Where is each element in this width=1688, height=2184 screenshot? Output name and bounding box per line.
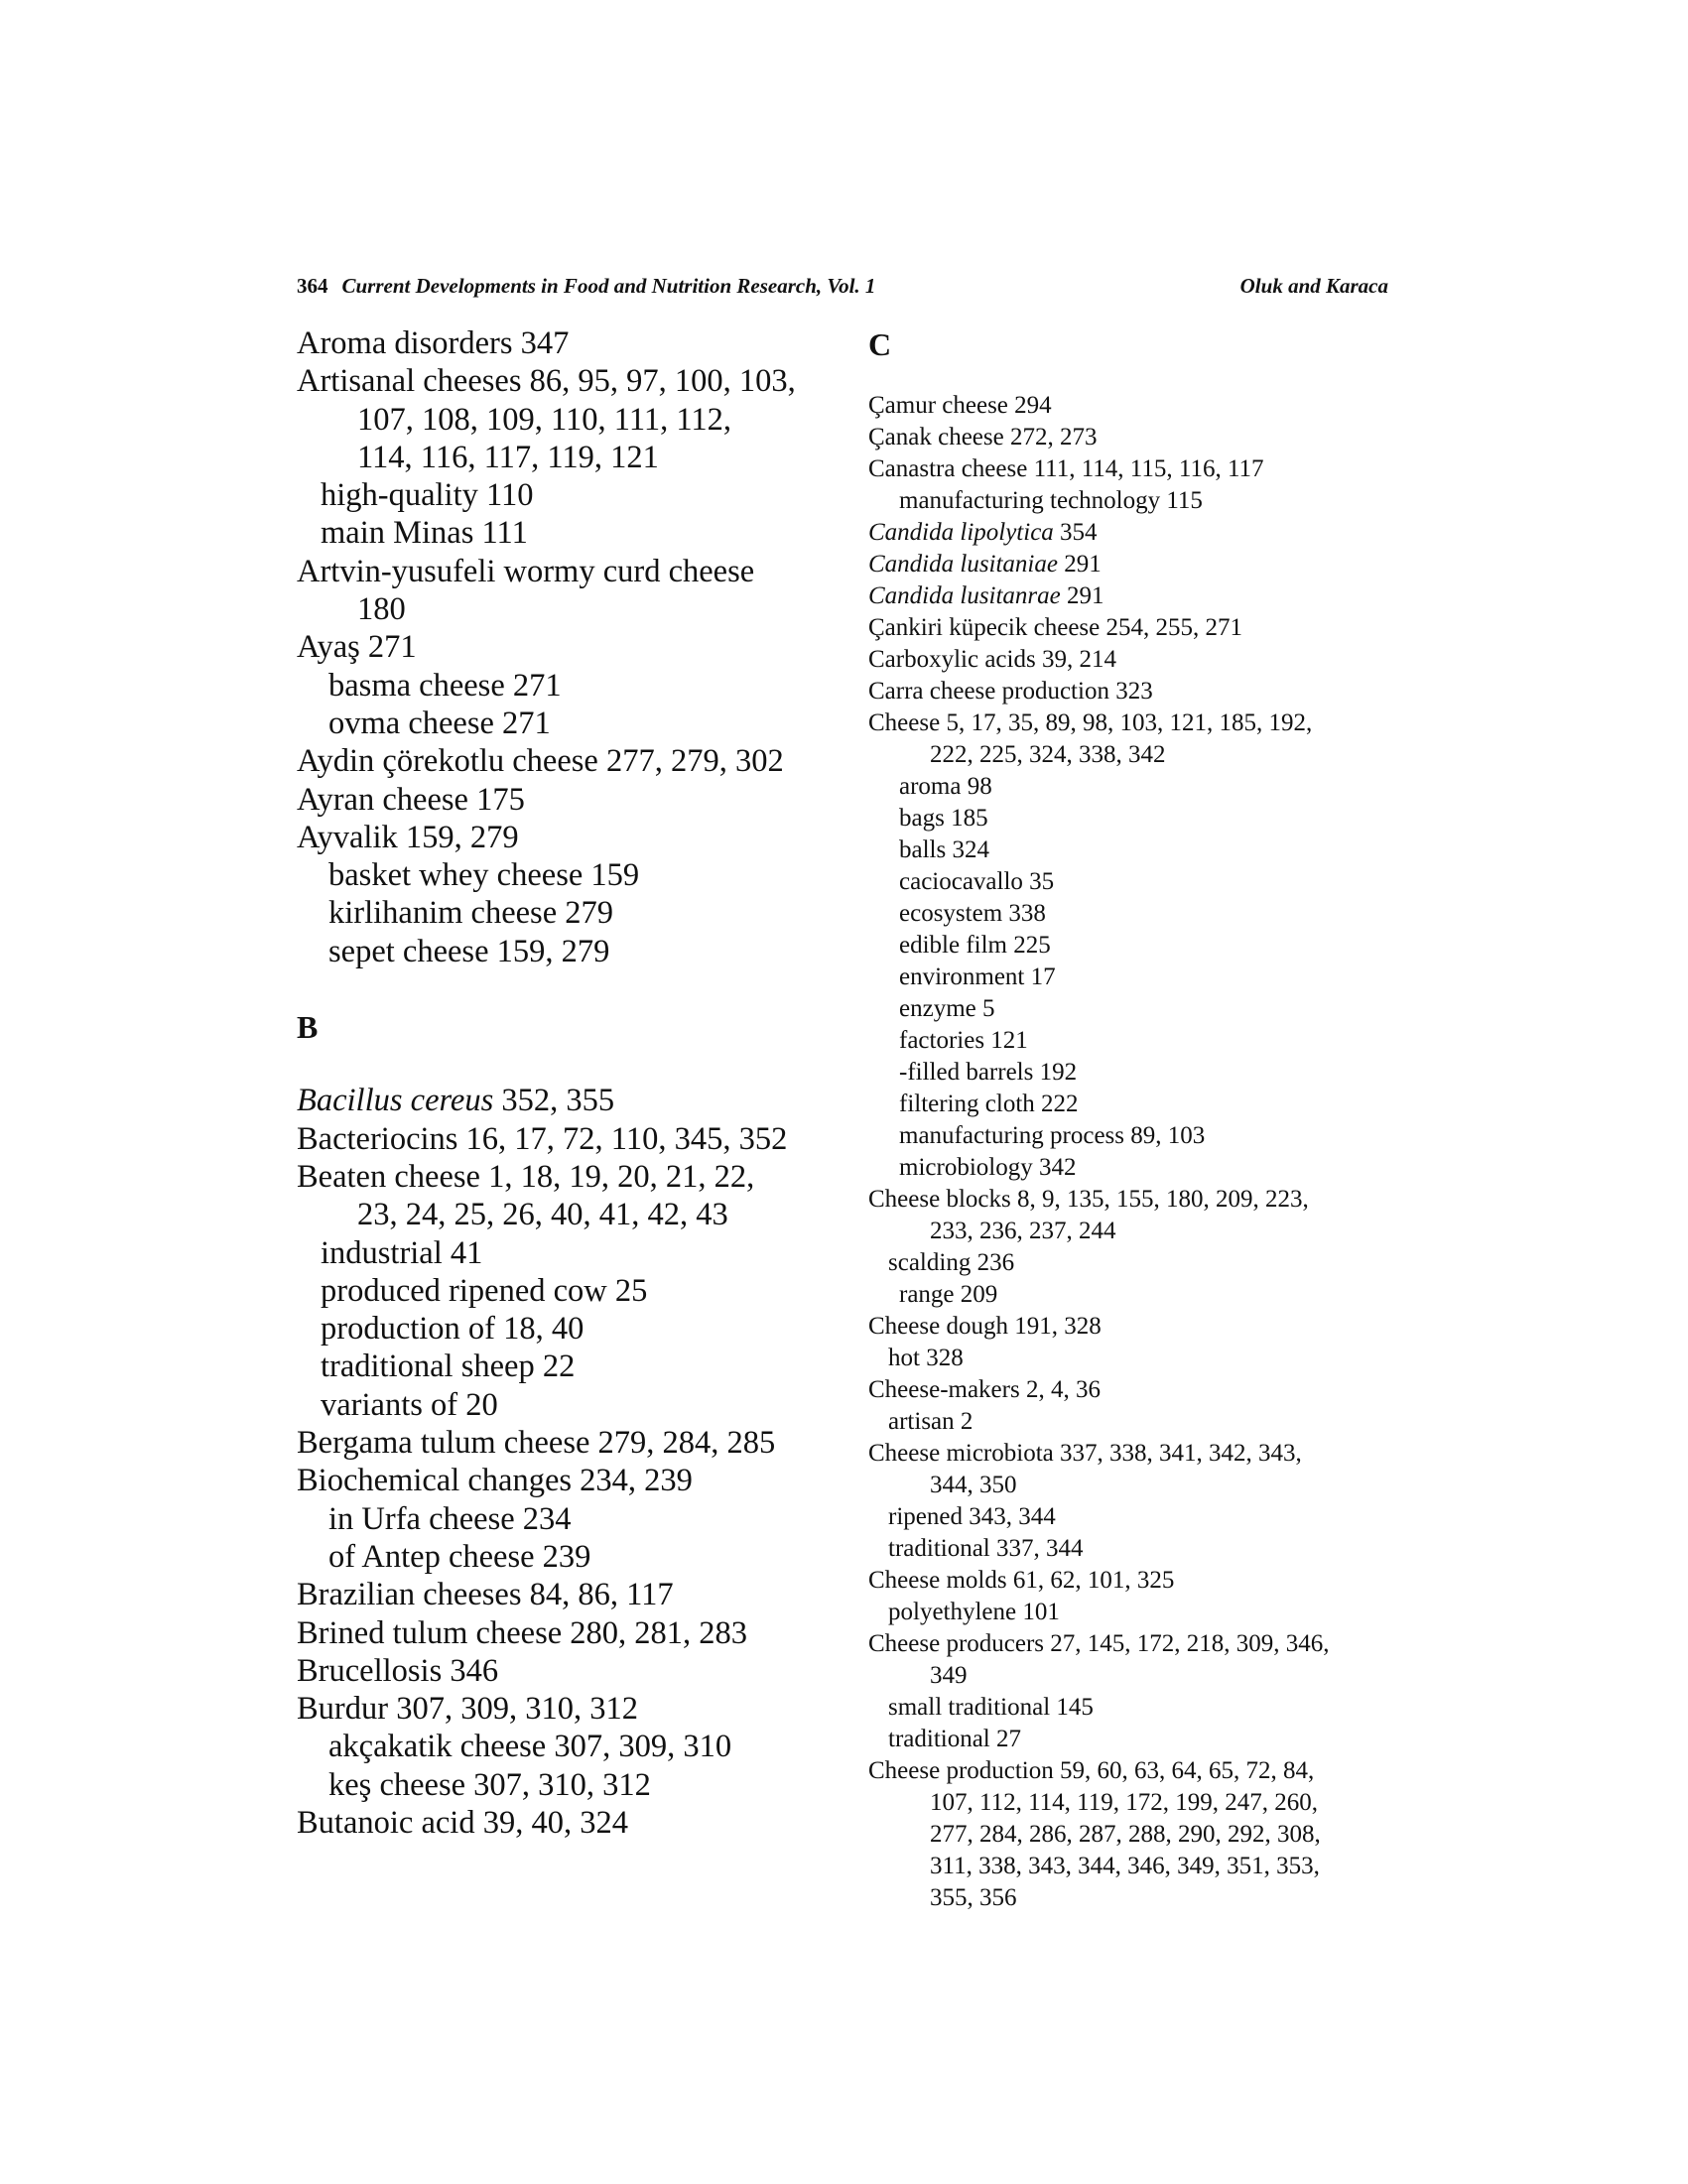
index-subentry: caciocavallo 35 xyxy=(899,868,1055,895)
index-entry: Butanoic acid 39, 40, 324 xyxy=(297,1804,628,1841)
index-subentry: of Antep cheese 239 xyxy=(328,1538,591,1575)
index-entry: Bergama tulum cheese 279, 284, 285 xyxy=(297,1425,776,1462)
index-subentry: scalding 236 xyxy=(888,1249,1015,1276)
entry-pages: 291 xyxy=(1060,582,1104,609)
index-entry: Cheese dough 191, 328 xyxy=(868,1313,1102,1340)
index-subentry: basma cheese 271 xyxy=(328,667,562,704)
index-subentry: factories 121 xyxy=(899,1027,1028,1054)
index-entry: Artvin-yusufeli wormy curd cheese xyxy=(297,553,755,589)
species-name: Candida lusitaniae xyxy=(868,551,1058,578)
index-entry: Cheese microbiota 337, 338, 341, 342, 343, xyxy=(868,1440,1302,1467)
index-subentry: manufacturing technology 115 xyxy=(899,487,1203,514)
index-subentry: range 209 xyxy=(899,1281,998,1308)
index-subentry: bags 185 xyxy=(899,805,988,832)
index-subentry: balls 324 xyxy=(899,836,989,863)
section-letter-c: C xyxy=(868,326,892,362)
index-entry: Çanak cheese 272, 273 xyxy=(868,424,1098,450)
index-entry-continuation: 277, 284, 286, 287, 288, 290, 292, 308, xyxy=(930,1821,1321,1848)
entry-pages: 291 xyxy=(1057,551,1102,578)
index-entry-continuation: 222, 225, 324, 338, 342 xyxy=(930,741,1166,768)
index-entry-continuation: 355, 356 xyxy=(930,1884,1017,1911)
index-subentry: akçakatik cheese 307, 309, 310 xyxy=(328,1729,732,1765)
running-header xyxy=(297,274,1388,304)
index-subentry: basket whey cheese 159 xyxy=(328,857,640,894)
section-letter-b: B xyxy=(297,1009,319,1046)
index-subentry: edible film 225 xyxy=(899,932,1051,959)
index-subentry: enzyme 5 xyxy=(899,995,995,1022)
index-entry: Ayaş 271 xyxy=(297,629,417,666)
index-entry-continuation: 107, 112, 114, 119, 172, 199, 247, 260, xyxy=(930,1789,1318,1816)
index-entry-continuation: 311, 338, 343, 344, 346, 349, 351, 353, xyxy=(930,1853,1320,1879)
index-entry: Cheese production 59, 60, 63, 64, 65, 72, 84, xyxy=(868,1757,1315,1784)
index-subentry: traditional sheep 22 xyxy=(321,1349,576,1385)
index-entry: Carboxylic acids 39, 214 xyxy=(868,646,1116,673)
index-entry-continuation: 344, 350 xyxy=(930,1472,1017,1498)
index-entry: Brazilian cheeses 84, 86, 117 xyxy=(297,1577,674,1613)
index-entry: Canastra cheese 111, 114, 115, 116, 117 xyxy=(868,455,1264,482)
index-subentry: variants of 20 xyxy=(321,1386,498,1423)
index-subentry: high-quality 110 xyxy=(321,477,534,514)
index-entry xyxy=(868,580,1424,612)
index-entry: Cheese 5, 17, 35, 89, 98, 103, 121, 185, 192, xyxy=(868,709,1313,736)
index-entry: Çankiri küpecik cheese 254, 255, 271 xyxy=(868,614,1242,641)
index-subentry: small traditional 145 xyxy=(888,1694,1094,1721)
index-entry-continuation: 114, 116, 117, 119, 121 xyxy=(357,439,659,475)
species-name: Bacillus cereus xyxy=(297,1083,494,1119)
entry-pages: 354 xyxy=(1053,519,1098,546)
index-entry-continuation: 180 xyxy=(357,591,406,628)
index-subentry: polyethylene 101 xyxy=(888,1599,1060,1625)
index-subentry: filtering cloth 222 xyxy=(899,1091,1079,1117)
entry-pages: 352, 355 xyxy=(493,1083,615,1119)
index-entry xyxy=(297,1082,833,1119)
index-subentry: traditional 27 xyxy=(888,1726,1021,1752)
index-subentry: aroma 98 xyxy=(899,773,992,800)
index-entry: Ayvalik 159, 279 xyxy=(297,819,519,855)
index-subentry: ecosystem 338 xyxy=(899,900,1046,927)
index-subentry: environment 17 xyxy=(899,964,1056,990)
index-subentry: main Minas 111 xyxy=(321,515,528,552)
index-subentry: sepet cheese 159, 279 xyxy=(328,933,610,969)
index-entry: Cheese molds 61, 62, 101, 325 xyxy=(868,1567,1175,1594)
index-subentry: keş cheese 307, 310, 312 xyxy=(328,1766,651,1803)
index-subentry: produced ripened cow 25 xyxy=(321,1272,648,1309)
index-entry: Brined tulum cheese 280, 281, 283 xyxy=(297,1614,748,1651)
index-right-column xyxy=(868,328,1424,1914)
index-entry: Burdur 307, 309, 310, 312 xyxy=(297,1691,638,1728)
index-subentry: ripened 343, 344 xyxy=(888,1503,1056,1530)
index-entry-continuation: 233, 236, 237, 244 xyxy=(930,1218,1116,1244)
index-subentry: in Urfa cheese 234 xyxy=(328,1500,572,1537)
index-entry: Biochemical changes 234, 239 xyxy=(297,1463,693,1499)
index-entry: Brucellosis 346 xyxy=(297,1652,499,1689)
index-entry-continuation: 23, 24, 25, 26, 40, 41, 42, 43 xyxy=(357,1197,728,1233)
index-subentry: artisan 2 xyxy=(888,1408,974,1435)
index-subentry: hot 328 xyxy=(888,1345,964,1371)
index-entry xyxy=(868,549,1424,580)
index-left-column xyxy=(297,324,833,1842)
index-entry: Bacteriocins 16, 17, 72, 110, 345, 352 xyxy=(297,1120,788,1157)
index-entry: Cheese producers 27, 145, 172, 218, 309, 346, xyxy=(868,1630,1330,1657)
index-subentry: production of 18, 40 xyxy=(321,1311,584,1348)
index-entry: Beaten cheese 1, 18, 19, 20, 21, 22, xyxy=(297,1158,755,1195)
index-subentry: kirlihanim cheese 279 xyxy=(328,895,613,932)
index-entry-continuation: 107, 108, 109, 110, 111, 112, xyxy=(357,401,732,438)
index-entry: Cheese blocks 8, 9, 135, 155, 180, 209, 223, xyxy=(868,1186,1309,1213)
index-entry: Carra cheese production 323 xyxy=(868,678,1153,705)
index-subentry: industrial 41 xyxy=(321,1234,483,1271)
index-entry-continuation: 349 xyxy=(930,1662,968,1689)
index-entry: Aroma disorders 347 xyxy=(297,325,570,361)
index-entry: Çamur cheese 294 xyxy=(868,392,1052,419)
header-authors: Oluk and Karaca xyxy=(1239,274,1388,298)
species-name: Candida lusitanrae xyxy=(868,582,1061,609)
index-entry xyxy=(868,517,1424,549)
index-subentry: microbiology 342 xyxy=(899,1154,1077,1181)
index-subentry: -filled barrels 192 xyxy=(899,1059,1078,1086)
index-subentry: ovma cheese 271 xyxy=(328,705,551,741)
journal-title: Current Developments in Food and Nutrition Research, Vol. 1 xyxy=(341,274,876,298)
index-entry: Artisanal cheeses 86, 95, 97, 100, 103, xyxy=(297,363,796,400)
index-entry: Cheese-makers 2, 4, 36 xyxy=(868,1376,1101,1403)
index-subentry: manufacturing process 89, 103 xyxy=(899,1122,1206,1149)
index-entry: Ayran cheese 175 xyxy=(297,781,525,818)
index-subentry: traditional 337, 344 xyxy=(888,1535,1084,1562)
page-number: 364 xyxy=(297,274,328,298)
index-entry: Aydin çörekotlu cheese 277, 279, 302 xyxy=(297,743,784,780)
species-name: Candida lipolytica xyxy=(868,519,1054,546)
